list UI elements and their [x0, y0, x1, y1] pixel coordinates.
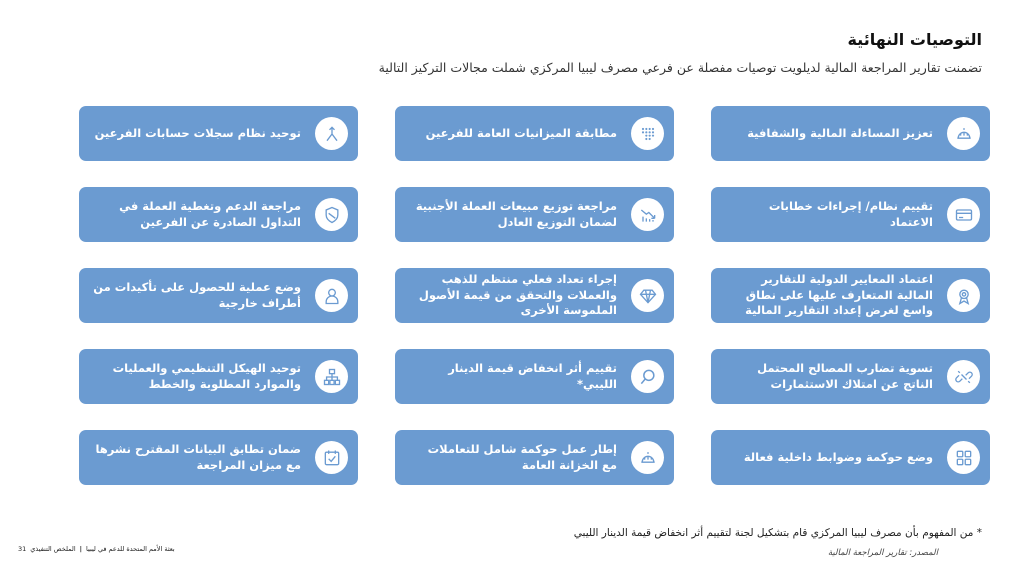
merge-arrows-icon — [315, 117, 348, 150]
recommendation-text: اعتماد المعايير الدولية للتقارير المالية المتعارف عليها على نطاق واسع لغرض إعداد التقارير المالية — [745, 272, 933, 318]
recommendation-text: توحيد الهيكل التنظيمي والعمليات والموارد المطلوبة والخطط — [112, 360, 301, 391]
footnote: * من المفهوم بأن مصرف ليبيا المركزي قام بتشكيل لجنة لتقييم أثر انخفاض قيمة الدينار الليبي — [573, 527, 982, 539]
recommendations-grid — [78, 106, 990, 484]
recommendation-text: وضع حوكمة وضوابط داخلية فعالة — [743, 449, 933, 464]
award-badge-icon — [947, 279, 980, 312]
recommendation-text: تقييم أثر انخفاض قيمة الدينار الليبي* — [448, 360, 617, 391]
recommendation-card[interactable] — [395, 268, 674, 323]
recommendation-card[interactable] — [711, 106, 990, 161]
diamond-icon — [631, 279, 664, 312]
recommendation-text: تسوية تضارب المصالح المحتمل الناتج عن امتلاك الاستثمارات — [757, 360, 933, 391]
recommendation-card[interactable] — [79, 430, 358, 485]
recommendation-text: إجراء تعداد فعلي منتظم للذهب والعملات والتحقق من قيمة الأصول الملموسة الأخرى — [418, 272, 617, 318]
recommendation-card[interactable] — [79, 349, 358, 404]
dots-grid-icon — [631, 117, 664, 150]
credit-card-icon — [947, 198, 980, 231]
recommendation-card[interactable] — [395, 430, 674, 485]
page-number: 31 — [18, 545, 27, 553]
calendar-check-icon — [315, 441, 348, 474]
recommendation-card[interactable] — [79, 187, 358, 242]
recommendation-card[interactable] — [711, 349, 990, 404]
footer-doc: الملخص التنفيذي — [30, 545, 76, 553]
magnifier-icon — [631, 360, 664, 393]
recommendation-text: تعزيز المساءلة المالية والشفافية — [747, 125, 933, 140]
recommendation-text: مطابقة الميزانيات العامة للفرعين — [425, 125, 617, 140]
shield-icon — [315, 198, 348, 231]
dome-icon — [631, 441, 664, 474]
page-footer — [18, 545, 175, 553]
recommendation-card[interactable] — [711, 268, 990, 323]
recommendation-card[interactable] — [79, 268, 358, 323]
recommendation-text: مراجعة توزيع مبيعات العملة الأجنبية لضمان التوزيع العادل — [415, 198, 617, 229]
footer-separator: | — [79, 545, 83, 553]
four-squares-icon — [947, 441, 980, 474]
recommendation-text: إطار عمل حوكمة شامل للتعاملات مع الخزانة العامة — [427, 441, 617, 472]
dome-icon — [947, 117, 980, 150]
recommendation-card[interactable] — [79, 106, 358, 161]
recommendation-text: مراجعة الدعم وتغطية العملة في التداول الصادرة عن الفرعين — [119, 198, 301, 229]
recommendation-card[interactable] — [395, 187, 674, 242]
recommendation-card[interactable] — [395, 106, 674, 161]
person-icon — [315, 279, 348, 312]
recommendation-text: ضمان تطابق البيانات المقترح نشرها مع ميزان المراجعة — [95, 441, 301, 472]
recommendation-text: وضع عملية للحصول على تأكيدات من أطراف خارجية — [93, 279, 301, 310]
recommendation-card[interactable] — [711, 187, 990, 242]
broken-link-icon — [947, 360, 980, 393]
recommendation-card[interactable] — [711, 430, 990, 485]
recommendation-text: تقييم نظام/ إجراءات خطابات الاعتماد — [768, 198, 933, 229]
recommendation-text: توحيد نظام سجلات حسابات الفرعين — [94, 125, 301, 140]
org-chart-icon — [315, 360, 348, 393]
page-subtitle: تضمنت تقارير المراجعة المالية لديلويت توصيات مفصلة عن فرعي مصرف ليبيا المركزي شملت مجالات التركيز التالية — [378, 60, 982, 75]
page-title: التوصيات النهائية — [847, 30, 982, 49]
footer-org: بعثة الأمم المتحدة للدعم في ليبيا — [86, 545, 175, 553]
recommendation-card[interactable] — [395, 349, 674, 404]
declining-chart-icon — [631, 198, 664, 231]
source-note: المصدر: تقارير المراجعة المالية — [827, 548, 938, 558]
